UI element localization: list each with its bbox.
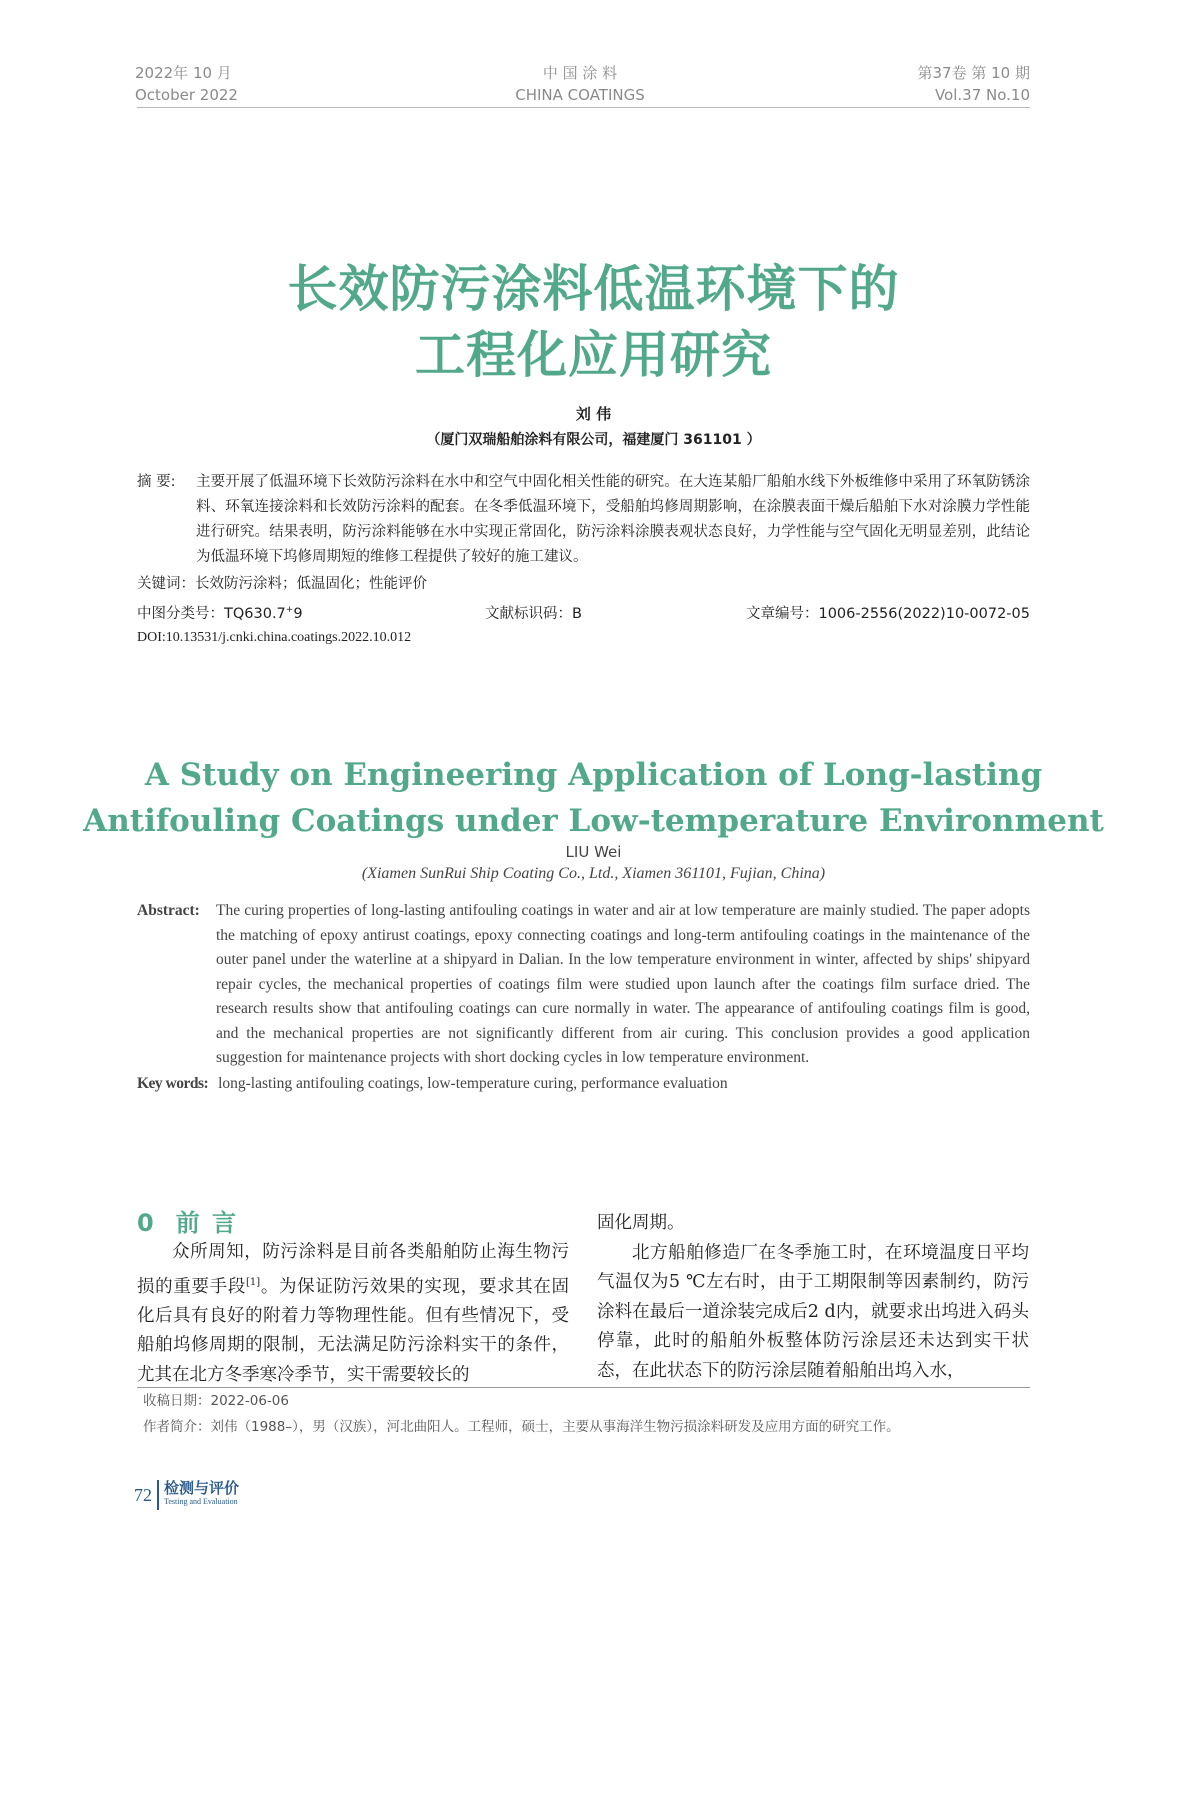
abstract-en-text: The curing properties of long-lasting antifouling coatings in water and air at low temperature are mainly studied. The paper adopts the matching of epoxy antirust coatings, epoxy connecting coatings and long-term antifouling coatings in the maintenance of the outer panel under the waterline at a shipyard in Dalian. In the low temperature environment in winter, affected by ships' shipyard repair cycles, the mechanical properties of coatings film were studied upon launch after the coatings film surface dried. The research results show that antifouling coatings can cure normally in water. The appearance of antifouling coatings film is good, and the mechanical properties are not significantly different from air curing. This conclusion provides a good application suggestion for maintenance projects with short docking cycles in low temperature environment. xyxy=(216,902,1030,1066)
issue-en: Vol.37 No.10 xyxy=(934,86,1030,104)
paragraph-text: 固化周期。 xyxy=(597,1213,685,1233)
body-left-column xyxy=(137,1238,569,1390)
author-en: LIU Wei xyxy=(565,843,622,861)
section-number: 0 xyxy=(137,1209,156,1237)
author-cn: 刘 伟 xyxy=(575,405,612,423)
title-en-line: A Study on Engineering Application of Long-lasting xyxy=(144,757,1043,793)
page-footer xyxy=(134,1480,239,1510)
abstract-cn-text: 主要开展了低温环境下长效防污涂料在水中和空气中固化相关性能的研究。在大连某船厂船舶水线下外板维修中采用了环氧防锈涂料、环氧连接涂料和长效防污涂料的配套。在冬季低温环境下，受船舶坞修周期影响，在涂膜表面干燥后船舶下水对涂膜力学性能进行研究。结果表明，防污涂料能够在水中实现正常固化，防污涂料涂膜表观状态良好，力学性能与空气固化无明显差别，此结论为低温环境下坞修周期短的维修工程提供了较好的施工建议。 xyxy=(196,474,1030,565)
title-cn-line: 工程化应用研究 xyxy=(415,326,772,384)
body-right-column xyxy=(597,1209,1029,1386)
affiliation-cn: （厦门双瑞船舶涂料有限公司，福建厦门 361101 ） xyxy=(426,432,761,448)
affiliation-en: (Xiamen SunRui Ship Coating Co., Ltd., Xiamen 361101, Fujian, China) xyxy=(361,865,826,882)
received-date: 收稿日期：2022-06-06 xyxy=(143,1393,289,1409)
header-issue xyxy=(918,62,1030,106)
section-heading xyxy=(137,1203,238,1238)
journal-cn: 中 国 涂 料 xyxy=(542,64,618,82)
page-number: 72 xyxy=(134,1484,152,1505)
document-code: 文献标识码：B xyxy=(485,606,582,622)
paragraph-text: 众所周知，防污涂料是目前各类船舶防止海生物污损的重要手段 xyxy=(137,1242,569,1297)
abstract-en xyxy=(137,899,1030,1071)
column-cn: 检测与评价 xyxy=(164,1479,240,1497)
article-number: 文章编号：1006-2556(2022)10-0072-05 xyxy=(745,606,1030,622)
paragraph-text: 北方船舶修造厂在冬季施工时，在环境温度日平均气温仅为5 ℃左右时，由于工期限制等因素制约，防污涂料在最后一道涂装完成后2 d内，就要求出坞进入码头停靠，此时的船舶外板整体防污涂层还未达到实干状态，在此状态下的防污涂层随着船舶出坞入水， xyxy=(597,1242,1029,1381)
doi[interactable]: DOI:10.13531/j.cnki.china.coatings.2022.10.012 xyxy=(137,630,412,645)
title-en xyxy=(0,752,1187,844)
clc-sup: + xyxy=(285,605,294,616)
keywords-cn: 关键词：长效防污涂料；低温固化；性能评价 xyxy=(137,576,427,592)
title-cn xyxy=(0,256,1187,388)
footer-divider xyxy=(157,1480,159,1510)
clc-prefix: 中图分类号：TQ630.7 xyxy=(137,606,286,622)
title-en-line: Antifouling Coatings under Low-temperature Environment xyxy=(83,803,1104,839)
issue-cn: 第37卷 第 10 期 xyxy=(917,64,1030,82)
title-cn-line: 长效防污涂料低温环境下的 xyxy=(287,260,900,318)
author-bio: 作者简介：刘伟（1988–），男（汉族），河北曲阳人。工程师，硕士，主要从事海洋生物污损涂料研发及应用方面的研究工作。 xyxy=(143,1419,900,1435)
clc-number xyxy=(137,602,303,623)
date-en: October 2022 xyxy=(135,86,238,104)
abstract-cn xyxy=(137,470,1030,570)
clc-suffix: 9 xyxy=(293,606,303,622)
abstract-cn-label: 摘 要: xyxy=(137,474,176,490)
header-divider xyxy=(137,107,1030,108)
keywords-en-text: long-lasting antifouling coatings, low-temperature curing, performance evaluation xyxy=(218,1075,728,1092)
column-en: Testing and Evaluation xyxy=(164,1497,238,1506)
section-title: 前 言 xyxy=(175,1209,239,1237)
keywords-en xyxy=(137,1072,1030,1097)
footnote-area xyxy=(137,1387,1030,1808)
abstract-en-label: Abstract: xyxy=(137,902,200,919)
footnotes xyxy=(143,1388,900,1440)
citation-ref[interactable]: [1] xyxy=(246,1276,261,1288)
paragraph-text: 。为保证防污效果的实现，要求其在固化后具有良好的附着力等物理性能。但有些情况下，受船舶坞修周期的限制，无法满足防污涂料实干的条件，尤其在北方冬季寒冷季节，实干需要较长的 xyxy=(137,1276,570,1385)
date-cn: 2022年 10 月 xyxy=(135,64,232,82)
journal-en: CHINA COATINGS xyxy=(515,86,645,104)
keywords-en-label: Key words: xyxy=(137,1075,209,1092)
